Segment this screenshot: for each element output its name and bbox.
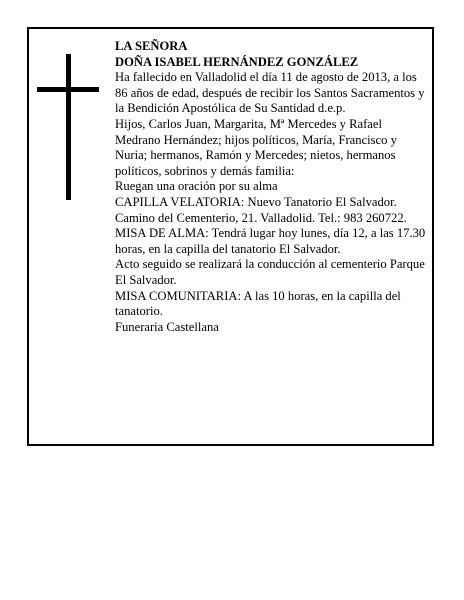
chapel-info: CAPILLA VELATORIA: Nuevo Tanatorio El Salvador. Camino del Cementerio, 21. Valladolid. Tel.: 983 260722. bbox=[115, 194, 407, 225]
community-mass-info: MISA COMUNITARIA: A las 10 horas, en la capilla del tanatorio. bbox=[115, 288, 401, 319]
title-line: LA SEÑORA bbox=[115, 39, 188, 53]
funeral-mass-info: MISA DE ALMA: Tendrá lugar hoy lunes, día 12, a las 17.30 horas, en la capilla del tanatorio El Salvador. bbox=[115, 226, 426, 256]
notice-text-block bbox=[115, 39, 426, 335]
obituary-notice bbox=[27, 27, 434, 446]
funeral-home: Funeraria Castellana bbox=[115, 319, 219, 334]
death-info: Ha fallecido en Valladolid el día 11 de agosto de 2013, a los 86 años de edad, después de recibir los Santos Sacramentos y la Bendición Apostólica de Su Santidad d.e.p. bbox=[115, 70, 425, 116]
cross-vertical-bar bbox=[66, 54, 71, 200]
prayer-request: Ruegan una oración por su alma bbox=[115, 179, 278, 194]
cross-horizontal-bar bbox=[37, 87, 99, 92]
family-list: Hijos, Carlos Juan, Margarita, Mª Mercedes y Rafael Medrano Hernández; hijos políticos, María, Francisco y Nuria; hermanos, Ramón y Mercedes; nietos, hermanos políticos, sobrinos y demás familia: bbox=[115, 116, 397, 178]
deceased-name: DOÑA ISABEL HERNÁNDEZ GONZÁLEZ bbox=[115, 54, 359, 69]
procession-info: Acto seguido se realizará la conducción al cementerio Parque El Salvador. bbox=[115, 257, 425, 287]
latin-cross-icon bbox=[37, 54, 99, 200]
